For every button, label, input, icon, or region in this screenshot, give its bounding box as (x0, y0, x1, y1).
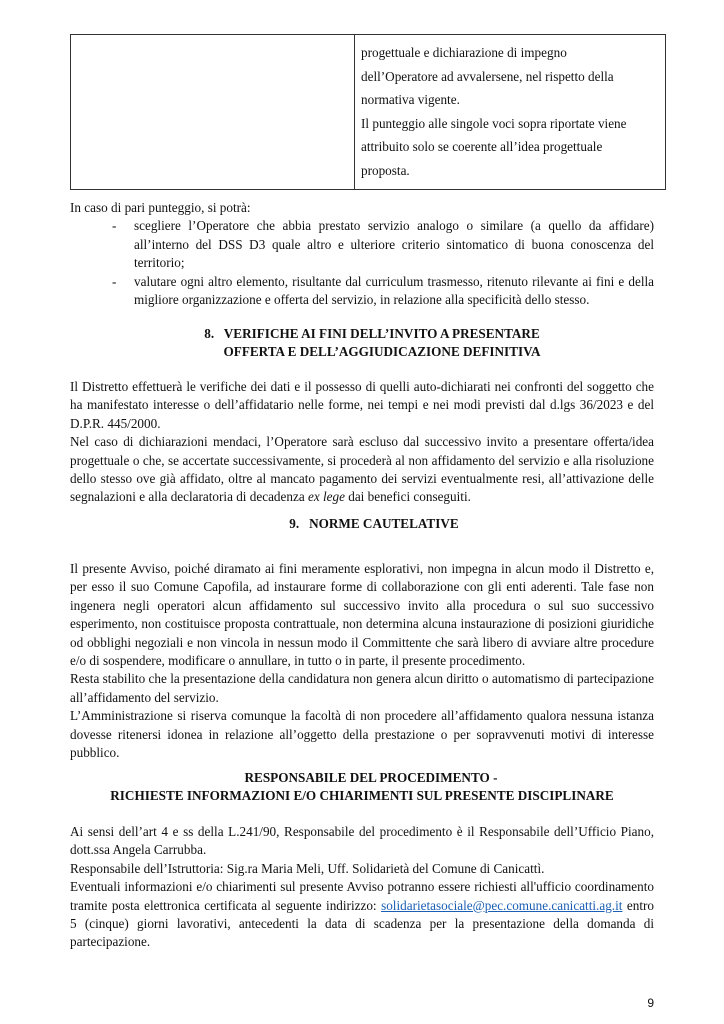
paragraph: Ai sensi dell’art 4 e ss della L.241/90, Responsabile del procedimento è il Responsabile dell’Ufficio Piano, dott.ssa Angela Carrubba. (70, 824, 654, 858)
tie-list (70, 217, 654, 309)
responsabile-heading: RESPONSABILE DEL PROCEDIMENTO - RICHIESTE INFORMAZIONI E/O CHIARIMENTI SUL PRESENTE DISCIPLINARE (110, 770, 614, 803)
criteria-table (70, 34, 666, 190)
paragraph: Il Distretto effettuerà le verifiche dei dati e il possesso di quelli auto-dichiarati nei confronti del soggetto che ha manifestato interesse o dell’affidatario nelle forme, nei tempi e nei modi previsti dal d.lgs 36/2023 e del D.P.R. 445/2000. (70, 379, 654, 431)
section-9-heading: 9. NORME CAUTELATIVE (289, 516, 459, 531)
tie-break-section (70, 199, 654, 309)
table-row (71, 35, 666, 190)
section-8-heading: 8. VERIFICHE AI FINI DELL’INVITO A PRESENTARE OFFERTA E DELL’AGGIUDICAZIONE DEFINITIVA (204, 326, 541, 359)
table-line: Il punteggio alle singole voci sopra riportate viene (361, 115, 627, 131)
table-line: normativa vigente. (361, 92, 460, 108)
responsabile-body (70, 823, 654, 952)
table-line: attribuito solo se coerente all’idea progettuale (361, 139, 603, 155)
paragraph: L’Amministrazione si riserva comunque la facoltà di non procedere all’affidamento qualora nessuna istanza dovesse ritenersi idonea in relazione all’oggetto della prestazione o per sopravvenuti motivi di interesse pubblico. (70, 708, 654, 761)
paragraph: Responsabile dell’Istruttoria: Sig.ra Maria Meli, Uff. Solidarietà del Comune di Canicattì. (70, 860, 545, 876)
table-line: progettuale e dichiarazione di impegno (361, 45, 567, 60)
table-cell-criteria-text (355, 35, 666, 190)
paragraph: Il presente Avviso, poiché diramato ai fini meramente esplorativi, non impegna in alcun modo il Distretto e, per esso il suo Comune Capofila, ad instaurare forme di collaborazione con gli enti aderenti. Tale fase non ingenera negli operatori alcun affidamento sul successivo invito alla procedura o sul suo successivo esperimento, non costituisce proposta contrattuale, non determina alcuna instaurazione di posizioni giuridiche od obblighi negoziali e non vincola in nessun modo il Committente che sarà libero di avviare altre procedure e/o di sospendere, modificare o annullare, in tutto o in parte, il presente procedimento. (70, 561, 654, 669)
table-cell-empty (71, 35, 355, 190)
section-8-body (70, 378, 654, 507)
page-number: 9 (647, 996, 654, 1010)
table-line: proposta. (361, 162, 410, 178)
dash-bullet: - (112, 273, 117, 289)
table-line: dell’Operatore ad avvalersene, nel rispetto della (361, 68, 614, 84)
paragraph: Resta stabilito che la presentazione della candidatura non genera alcun diritto o automatismo di partecipazione all’affidamento del servizio. (70, 671, 654, 705)
list-item: - scegliere l’Operatore che abbia prestato servizio analogo o similare (a quello da affidare) all’interno del DSS D3 quale altro e ulteriore criterio sintomatico di buona conoscenza del territorio; (112, 218, 654, 271)
list-item: - valutare ogni altro elemento, risultante dal curriculum trasmesso, ritenuto rilevante ai fini e della migliore organizzazione e offerta del servizio, in relazione alla specificità dello stesso. (112, 273, 654, 308)
paragraph: Nel caso di dichiarazioni mendaci, l’Operatore sarà escluso dal successivo invito a presentare offerta/idea progettuale o che, se accertate successivamente, si procederà al non affidamento del servizio e alla risoluzione dello stesso ove già affidato, oltre al mancato pagamento dei servizi eventualmente resi, all’attivazione delle segnalazioni e alla declaratoria di decadenza ex lege dai benefici conseguiti. (70, 434, 654, 505)
section-9-body (70, 560, 654, 762)
tie-intro: In caso di pari punteggio, si potrà: (70, 200, 251, 215)
paragraph: Eventuali informazioni e/o chiarimenti sul presente Avviso potranno essere richiesti all'ufficio coordinamento tramite posta elettronica certificata al seguente indirizzo: solidarietasociale@pec.comune.canicatti.ag.it entro 5 (cinque) giorni lavorativi, antecedenti la data di scadenza per la presentazione della domanda di partecipazione. (70, 879, 654, 950)
pec-email-link[interactable]: solidarietasociale@pec.comune.canicatti.ag.it (381, 897, 623, 913)
dash-bullet: - (112, 218, 117, 234)
